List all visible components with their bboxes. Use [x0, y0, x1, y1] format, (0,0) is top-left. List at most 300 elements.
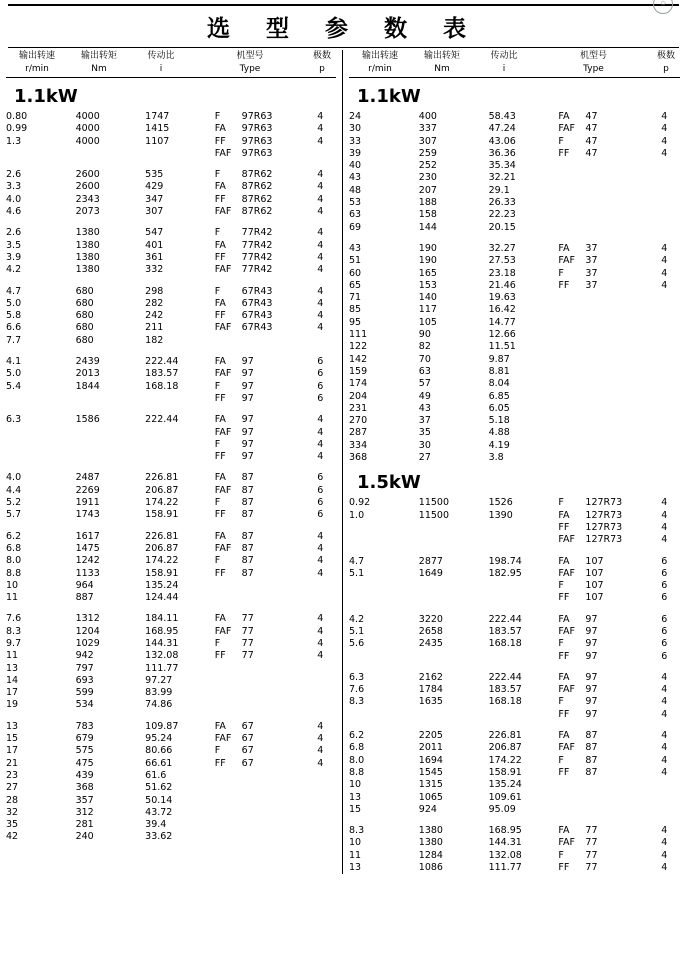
cell-output-speed — [349, 592, 419, 604]
cell-ratio: 158.91 — [488, 766, 522, 778]
table-row — [349, 651, 680, 663]
cell-output-speed: 5.1 — [349, 625, 365, 637]
cell-output-torque: 942 — [75, 650, 94, 662]
group-spacer — [349, 721, 680, 730]
cell-output-speed: 8.8 — [349, 766, 365, 778]
cell-poles — [305, 592, 336, 604]
header-type-unit: Type — [239, 64, 261, 74]
left-column-headers — [6, 50, 336, 76]
table-row — [6, 592, 336, 604]
cell-type-model: 107 — [585, 592, 604, 604]
cell-type-model — [242, 699, 305, 711]
cell-output-torque: 11500 — [418, 509, 450, 521]
cell-type-model — [585, 209, 648, 221]
table-row — [6, 497, 336, 509]
cell-type-model: 67R43 — [241, 297, 273, 309]
header-speed-unit: r/min — [25, 64, 49, 74]
cell-output-speed: 85 — [349, 304, 362, 316]
group-spacer — [349, 547, 680, 556]
cell-output-torque: 4000 — [75, 111, 100, 122]
cell-type-model — [585, 341, 648, 353]
cell-poles: 4 — [661, 534, 668, 546]
cell-type-model: 97 — [241, 426, 254, 438]
table-row — [349, 837, 680, 849]
table-row — [6, 368, 336, 380]
cell-output-torque: 680 — [75, 297, 94, 309]
cell-output-speed: 6.8 — [6, 542, 22, 554]
table-row — [6, 758, 336, 770]
cell-poles — [305, 663, 336, 675]
cell-type-prefix — [215, 663, 242, 675]
cell-output-torque: 1380 — [418, 837, 443, 849]
cell-type-model: 107 — [585, 567, 604, 579]
cell-type-model: 87 — [241, 567, 254, 579]
cell-output-speed: 14 — [6, 674, 19, 686]
cell-type-model: 77 — [585, 825, 598, 837]
cell-output-torque: 63 — [418, 365, 431, 377]
cell-output-speed: 11 — [349, 849, 362, 861]
cell-type-prefix: FAF — [558, 742, 575, 754]
cell-output-speed: 1.3 — [6, 135, 22, 147]
table-row — [349, 568, 680, 580]
cell-poles: 4 — [661, 862, 668, 874]
cell-poles: 4 — [661, 730, 668, 742]
cell-type-model: 37 — [585, 255, 598, 267]
cell-type-prefix — [215, 819, 242, 831]
table-row — [349, 614, 680, 626]
cell-type-model — [585, 160, 648, 172]
table-row — [6, 638, 336, 650]
cell-type-prefix: FF — [558, 521, 570, 533]
cell-poles: 4 — [317, 193, 324, 205]
cell-poles — [648, 197, 680, 209]
cell-output-speed: 5.0 — [6, 297, 22, 309]
header-ratio: 传动比 — [490, 51, 518, 61]
cell-type-prefix: FF — [214, 310, 226, 322]
cell-type-prefix: FAF — [214, 484, 232, 496]
cell-type-prefix: F — [558, 135, 564, 147]
cell-output-speed: 28 — [6, 794, 19, 806]
table-row — [6, 148, 336, 160]
cell-poles: 6 — [317, 356, 324, 368]
cell-output-torque — [419, 651, 489, 663]
cell-poles — [648, 317, 680, 329]
cell-ratio: 222.44 — [488, 613, 522, 625]
cell-ratio — [145, 451, 215, 463]
cell-type-prefix: FA — [214, 472, 226, 484]
cell-type-prefix: FAF — [558, 625, 575, 637]
cell-type-model: 97 — [585, 671, 598, 683]
table-row — [6, 770, 336, 782]
cell-poles: 6 — [661, 555, 668, 567]
cell-ratio: 111.77 — [488, 862, 522, 874]
cell-poles: 4 — [317, 111, 324, 122]
cell-output-torque: 230 — [418, 172, 437, 184]
cell-ratio: 74.86 — [145, 699, 173, 711]
cell-type-prefix: FF — [214, 135, 226, 147]
group-spacer — [6, 522, 336, 531]
cell-poles: 4 — [317, 720, 324, 732]
cell-type-model: 77 — [241, 625, 254, 637]
left-data-table — [6, 111, 336, 844]
cell-poles: 6 — [661, 613, 668, 625]
cell-type-prefix — [215, 831, 242, 843]
cell-output-speed: 8.3 — [349, 696, 365, 708]
cell-ratio: 6.85 — [488, 390, 510, 402]
table-row — [349, 742, 680, 754]
cell-type-model: 77 — [585, 837, 598, 849]
cell-type-prefix: FF — [558, 766, 570, 778]
table-row — [6, 381, 336, 393]
group-spacer — [6, 218, 336, 227]
cell-output-speed: 9.7 — [6, 637, 22, 649]
cell-type-prefix: FA — [214, 530, 226, 542]
cell-output-speed: 4.2 — [6, 264, 22, 276]
cell-poles: 4 — [317, 542, 324, 554]
cell-ratio: 168.18 — [488, 638, 522, 650]
cell-type-prefix — [215, 675, 242, 687]
cell-type-prefix: FAF — [214, 147, 232, 159]
cell-output-torque: 1844 — [75, 380, 100, 392]
cell-type-model: 97 — [585, 696, 598, 708]
cell-output-torque: 1315 — [418, 779, 443, 791]
cell-type-prefix — [558, 185, 585, 197]
cell-type-model — [585, 317, 648, 329]
cell-poles — [305, 335, 336, 347]
cell-output-speed: 1.0 — [349, 509, 365, 521]
cell-poles: 6 — [661, 638, 668, 650]
table-row — [6, 286, 336, 298]
cell-ratio: 332 — [145, 264, 164, 276]
cell-type-model: 87R62 — [241, 193, 273, 205]
cell-type-prefix — [558, 792, 585, 804]
cell-type-model: 97 — [585, 638, 598, 650]
cell-type-model: 87 — [585, 754, 598, 766]
cell-ratio — [489, 592, 559, 604]
table-row — [6, 169, 336, 181]
cell-poles: 6 — [317, 380, 324, 392]
cell-type-prefix: FAF — [558, 123, 575, 135]
cell-poles — [648, 378, 680, 390]
cell-type-prefix: F — [214, 285, 221, 297]
cell-output-torque — [419, 709, 489, 721]
cell-poles — [648, 792, 680, 804]
cell-output-torque — [76, 439, 146, 451]
cell-type-model: 47 — [585, 111, 598, 122]
cell-type-prefix — [558, 172, 585, 184]
table-row — [349, 767, 680, 779]
cell-ratio: 3.8 — [488, 452, 504, 464]
table-row — [349, 148, 680, 160]
cell-type-model — [585, 329, 648, 341]
table-row — [349, 292, 680, 304]
cell-type-model: 97R63 — [241, 147, 273, 159]
cell-poles — [305, 580, 336, 592]
left-column — [0, 50, 343, 874]
cell-poles: 4 — [661, 123, 668, 135]
cell-output-torque: 43 — [418, 402, 431, 414]
cell-poles — [648, 172, 680, 184]
table-row — [6, 451, 336, 463]
cell-output-torque: 188 — [418, 197, 437, 209]
cell-output-torque: 368 — [75, 782, 94, 794]
cell-poles — [648, 366, 680, 378]
cell-type-prefix: FA — [558, 509, 570, 521]
table-row — [349, 510, 680, 522]
group-spacer — [349, 663, 680, 672]
cell-output-speed: 5.7 — [6, 509, 22, 521]
cell-type-prefix: FA — [558, 242, 570, 254]
table-row — [349, 222, 680, 234]
cell-output-torque: 964 — [75, 579, 94, 591]
cell-output-speed: 65 — [349, 279, 362, 291]
cell-output-torque: 2435 — [418, 638, 443, 650]
table-row — [349, 672, 680, 684]
cell-type-prefix: FA — [558, 111, 570, 122]
cell-output-torque: 887 — [75, 592, 94, 604]
table-row — [6, 322, 336, 334]
cell-output-speed: 53 — [349, 197, 362, 209]
cell-ratio: 174.22 — [145, 555, 179, 567]
cell-ratio: 66.61 — [145, 757, 173, 769]
table-row — [6, 264, 336, 276]
cell-output-torque: 2013 — [75, 368, 100, 380]
cell-output-speed: 204 — [349, 390, 368, 402]
cell-type-model: 77 — [585, 862, 598, 874]
cell-ratio: 26.33 — [488, 197, 516, 209]
cell-output-speed — [349, 580, 419, 592]
cell-output-speed: 8.3 — [349, 825, 365, 837]
table-row — [6, 298, 336, 310]
cell-type-prefix: FA — [558, 730, 570, 742]
table-row — [349, 684, 680, 696]
two-column-body — [0, 50, 687, 874]
cell-poles: 4 — [317, 227, 324, 239]
cell-output-speed: 30 — [349, 123, 362, 135]
cell-poles: 6 — [661, 625, 668, 637]
table-row — [6, 531, 336, 543]
table-row — [6, 310, 336, 322]
cell-poles: 4 — [661, 754, 668, 766]
cell-ratio: 9.87 — [488, 353, 510, 365]
cell-ratio: 158.91 — [145, 509, 179, 521]
cell-ratio: 27.53 — [488, 255, 516, 267]
cell-ratio: 184.11 — [145, 613, 179, 625]
cell-ratio: 168.18 — [145, 380, 179, 392]
cell-output-torque: 2877 — [418, 555, 443, 567]
cell-output-speed: 43 — [349, 242, 362, 254]
cell-ratio: 47.24 — [488, 123, 516, 135]
cell-type-model — [585, 354, 648, 366]
cell-output-speed: 6.3 — [6, 414, 22, 426]
cell-output-speed: 3.3 — [6, 181, 22, 193]
cell-type-model — [242, 675, 305, 687]
table-row — [6, 663, 336, 675]
cell-type-prefix — [558, 378, 585, 390]
cell-output-speed: 10 — [349, 837, 362, 849]
cell-output-speed: 287 — [349, 427, 368, 439]
cell-poles: 4 — [661, 255, 668, 267]
cell-output-torque: 11500 — [418, 497, 450, 509]
cell-output-speed: 17 — [6, 745, 19, 757]
table-row — [6, 393, 336, 405]
cell-ratio: 226.81 — [145, 472, 179, 484]
cell-ratio — [489, 651, 559, 663]
cell-ratio: 5.18 — [488, 415, 510, 427]
cell-type-model — [585, 792, 648, 804]
cell-output-speed — [6, 451, 76, 463]
cell-output-speed: 13 — [349, 862, 362, 874]
cell-output-torque: 1784 — [418, 684, 443, 696]
cell-poles: 4 — [661, 825, 668, 837]
table-row — [349, 452, 680, 464]
cell-ratio: 222.44 — [145, 414, 179, 426]
cell-output-torque — [419, 522, 489, 534]
table-row — [349, 268, 680, 280]
cell-output-torque: 680 — [75, 334, 94, 346]
cell-poles: 4 — [661, 147, 668, 159]
cell-output-speed: 5.4 — [6, 380, 22, 392]
group-spacer — [6, 347, 336, 356]
cell-output-speed: 32 — [6, 806, 19, 818]
cell-output-speed: 0.92 — [349, 497, 371, 509]
cell-type-prefix — [215, 770, 242, 782]
cell-output-speed: 7.7 — [6, 334, 22, 346]
cell-poles — [648, 804, 680, 816]
cell-type-prefix: FF — [214, 757, 226, 769]
cell-poles: 6 — [317, 392, 324, 404]
cell-output-torque: 259 — [418, 147, 437, 159]
header-poles-unit: p — [319, 64, 325, 74]
cell-output-torque: 400 — [418, 111, 437, 122]
cell-poles: 4 — [317, 322, 324, 334]
cell-ratio: 32.27 — [488, 242, 516, 254]
cell-ratio: 1415 — [145, 123, 170, 135]
cell-type-model: 127R73 — [585, 534, 623, 546]
cell-type-model: 97 — [585, 650, 598, 662]
cell-type-prefix: F — [558, 580, 564, 592]
cell-type-prefix: FAF — [558, 684, 575, 696]
cell-type-prefix: FF — [558, 708, 570, 720]
cell-output-speed: 10 — [349, 779, 362, 791]
table-row — [349, 255, 680, 267]
cell-type-prefix: FF — [214, 650, 226, 662]
cell-output-torque: 1380 — [75, 251, 100, 263]
cell-type-model: 87 — [241, 509, 254, 521]
cell-poles: 4 — [661, 766, 668, 778]
cell-type-model — [242, 335, 305, 347]
cell-output-torque: 534 — [75, 699, 94, 711]
cell-ratio: 33.62 — [145, 831, 173, 843]
cell-output-torque: 2487 — [75, 472, 100, 484]
cell-type-prefix — [558, 452, 585, 464]
table-row — [6, 687, 336, 699]
cell-output-torque: 2439 — [75, 356, 100, 368]
cell-output-torque: 1086 — [418, 862, 443, 874]
cell-poles: 4 — [317, 625, 324, 637]
table-row — [349, 592, 680, 604]
header-speed: 输出转速 — [18, 51, 55, 61]
cell-type-prefix: F — [558, 497, 564, 509]
cell-output-torque: 680 — [75, 310, 94, 322]
cell-output-speed: 43 — [349, 172, 362, 184]
cell-output-torque — [419, 592, 489, 604]
cell-output-speed: 6.2 — [349, 730, 365, 742]
cell-output-speed: 159 — [349, 365, 368, 377]
table-row — [349, 354, 680, 366]
header-speed-unit: r/min — [368, 64, 392, 74]
cell-type-prefix: FAF — [214, 322, 232, 334]
cell-poles — [648, 209, 680, 221]
cell-output-speed — [6, 393, 76, 405]
cell-ratio: 183.57 — [488, 625, 522, 637]
cell-output-torque: 2658 — [418, 625, 443, 637]
cell-ratio: 158.91 — [145, 567, 179, 579]
cell-poles — [648, 185, 680, 197]
cell-ratio: 135.24 — [488, 779, 522, 791]
cell-ratio: 547 — [145, 227, 164, 239]
cell-ratio — [145, 427, 215, 439]
cell-ratio: 206.87 — [145, 542, 179, 554]
cell-ratio: 43.72 — [145, 806, 173, 818]
cell-poles: 4 — [317, 650, 324, 662]
cell-type-model: 97 — [241, 451, 254, 463]
cell-output-speed: 4.6 — [6, 206, 22, 218]
cell-output-speed: 8.8 — [6, 567, 22, 579]
cell-output-torque: 307 — [418, 135, 437, 147]
cell-type-model: 97 — [585, 684, 598, 696]
table-row — [6, 227, 336, 239]
cell-output-speed: 17 — [6, 687, 19, 699]
cell-type-model: 127R73 — [585, 521, 623, 533]
cell-output-speed: 11 — [6, 650, 19, 662]
cell-output-speed: 51 — [349, 255, 362, 267]
cell-type-prefix — [558, 415, 585, 427]
cell-type-prefix: FA — [214, 123, 226, 135]
cell-output-torque: 924 — [418, 803, 437, 815]
cell-type-prefix: FA — [558, 825, 570, 837]
cell-output-torque: 140 — [418, 292, 437, 304]
cell-poles: 6 — [661, 650, 668, 662]
table-row — [6, 626, 336, 638]
cell-output-speed: 63 — [349, 209, 362, 221]
cell-type-prefix — [558, 366, 585, 378]
cell-output-torque: 599 — [75, 687, 94, 699]
cell-poles: 4 — [317, 181, 324, 193]
cell-ratio: 168.95 — [488, 825, 522, 837]
cell-output-torque: 190 — [418, 242, 437, 254]
cell-ratio: 6.05 — [488, 402, 510, 414]
cell-type-prefix — [558, 222, 585, 234]
table-row — [349, 580, 680, 592]
table-row — [349, 779, 680, 791]
table-row — [6, 650, 336, 662]
cell-type-model: 67R43 — [241, 322, 273, 334]
cell-output-torque: 252 — [418, 160, 437, 172]
cell-type-prefix — [558, 440, 585, 452]
cell-type-prefix: F — [214, 637, 221, 649]
table-row — [6, 136, 336, 148]
cell-output-torque: 680 — [75, 285, 94, 297]
cell-output-torque — [76, 451, 146, 463]
group-spacer — [349, 816, 680, 825]
cell-ratio: 11.51 — [488, 341, 516, 353]
cell-ratio: 97.27 — [145, 674, 173, 686]
cell-ratio: 39.4 — [145, 819, 167, 831]
header-type: 机型号 — [236, 51, 264, 61]
cell-output-torque — [76, 427, 146, 439]
cell-output-speed: 5.6 — [349, 638, 365, 650]
